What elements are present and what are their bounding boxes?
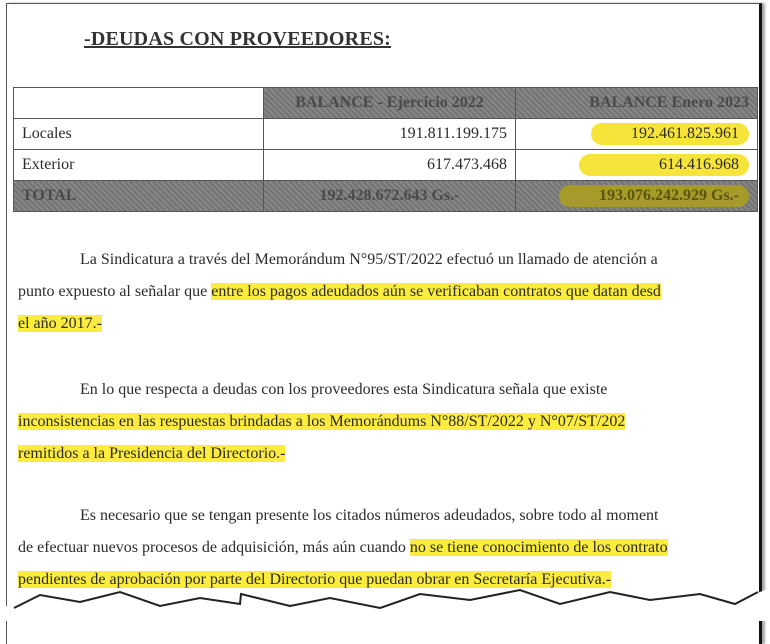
total-2022-value: 192.428.672.643 Gs.- — [264, 181, 516, 212]
table-header-row — [14, 88, 758, 119]
total-2023-value: 193.076.242.929 Gs.- — [559, 185, 749, 207]
balance-2023-value: 192.461.825.961 — [591, 123, 749, 145]
header-balance-2022: BALANCE - Ejercicio 2022 — [264, 88, 516, 119]
paragraph-1: La Sindicatura a través del Memorándum N°95/ST/2022 efectuó un llamado de atención a punto expuesto al señalar que entre los pagos adeudados aún se verificaban contratos que datan desd el año 2017.- — [18, 251, 661, 332]
table-row — [14, 119, 758, 150]
paragraph-3: Es necesario que se tengan presente los citados números adeudados, sobre todo al moment de efectuar nuevos procesos de adquisición, más aún cuando no se tiene conocimiento de los contrato pendientes de aprobación por parte del Directorio que puedan obrar en Secretaría Ejecutiva.- — [18, 507, 668, 588]
torn-paper-edge — [0, 580, 770, 621]
balance-2022-value: 191.811.199.175 — [264, 119, 516, 150]
row-label: Locales — [14, 119, 264, 150]
highlighted-text: remitidos a la Presidencia del Directorio.- — [18, 445, 286, 462]
balance-2023-value: 614.416.968 — [579, 154, 749, 176]
total-label: TOTAL — [14, 181, 264, 212]
header-empty — [14, 88, 264, 119]
table-row — [14, 150, 758, 181]
debt-table — [13, 87, 758, 212]
highlighted-text: entre los pagos adeudados aún se verificaban contratos que datan desd — [211, 283, 661, 300]
highlighted-text: inconsistencias en las respuestas brindadas a los Memorándums N°88/ST/2022 y N°07/ST/202 — [18, 413, 626, 430]
section-title: -DEUDAS CON PROVEEDORES: — [84, 28, 392, 50]
balance-2022-value: 617.473.468 — [264, 150, 516, 181]
highlighted-text: no se tiene conocimiento de los contrato — [409, 539, 668, 556]
highlighted-text: el año 2017.- — [18, 315, 102, 332]
header-balance-2023: BALANCE Enero 2023 — [516, 88, 758, 119]
row-label: Exterior — [14, 150, 264, 181]
highlighted-text: pendientes de aprobación por parte del Directorio que puedan obrar en Secretaría Ejecutiva.- — [18, 571, 612, 588]
table-total-row — [14, 181, 758, 212]
paragraph-2: En lo que respecta a deudas con los proveedores esta Sindicatura señala que existe inconsistencias en las respuestas brindadas a los Memorándums N°88/ST/2022 y N°07/ST/202 remitidos a la Presidencia del Directorio.- — [18, 381, 626, 462]
